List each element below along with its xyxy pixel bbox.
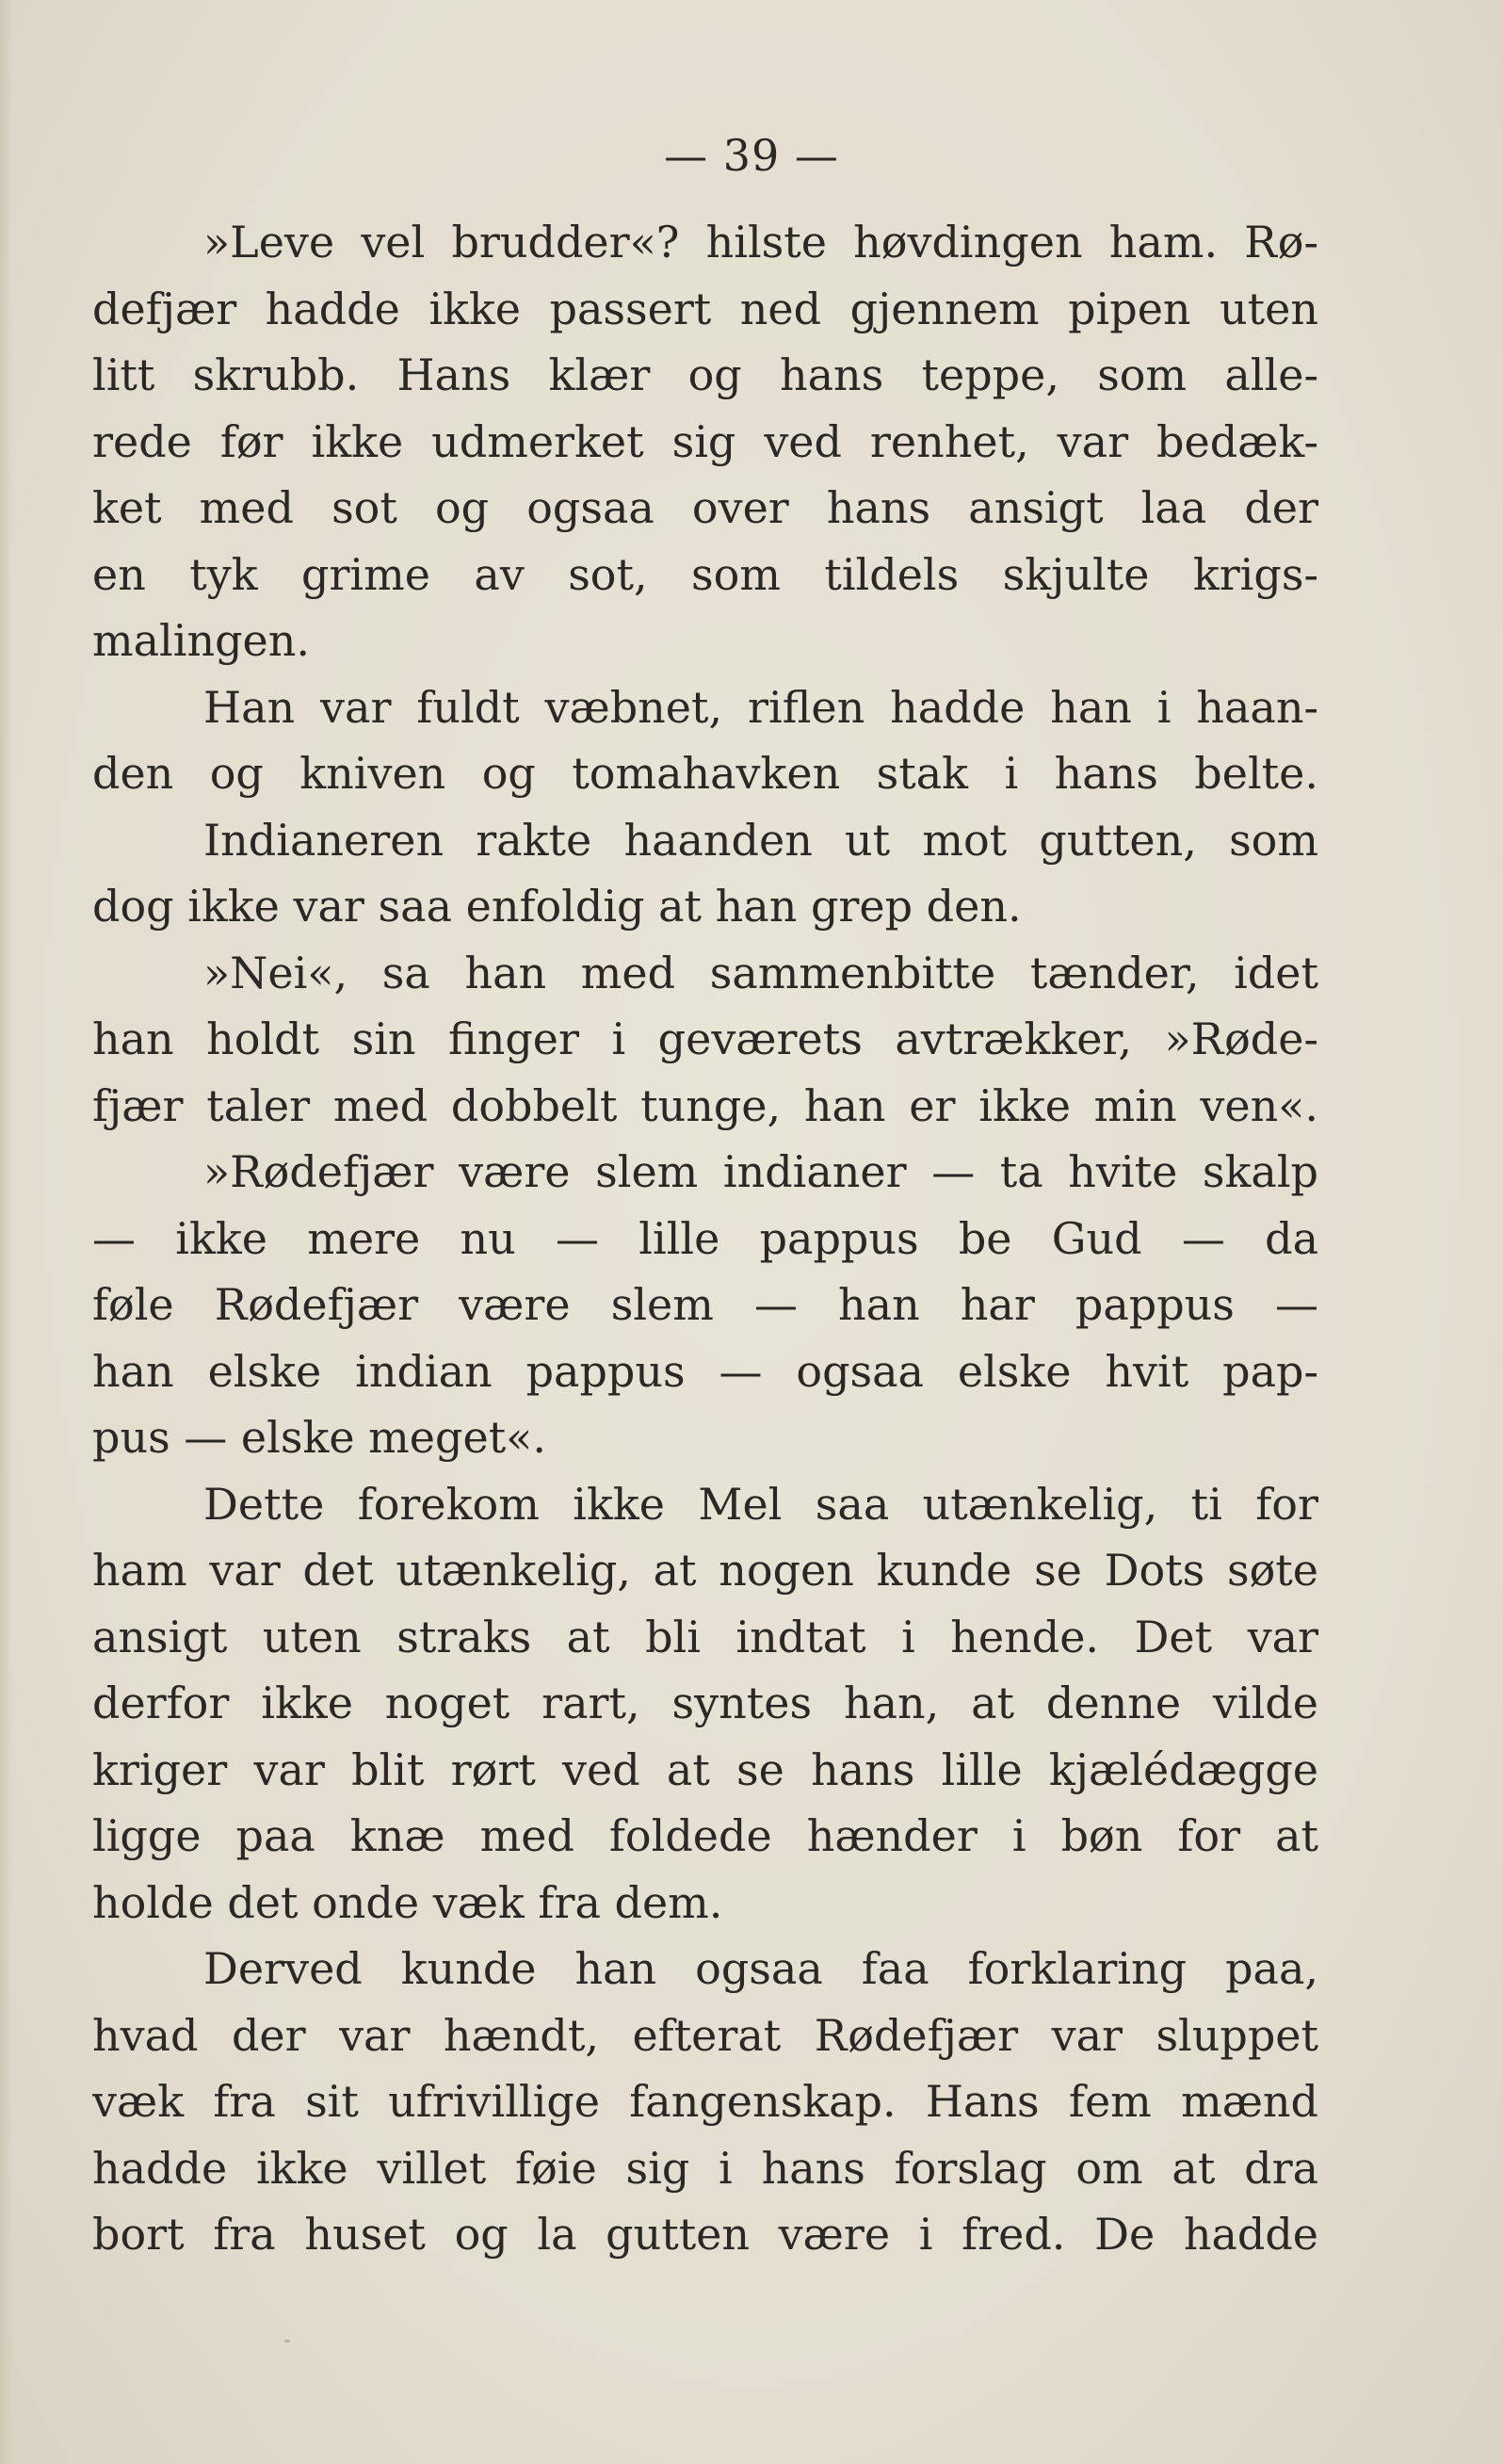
text-line: bort fra huset og la gutten være i fred. De hadde (92, 2209, 1318, 2260)
text-line: »Leve vel brudder«? hilste høvdingen ham. Rø- (203, 217, 1318, 267)
text-line: hadde ikke villet føie sig i hans forslag om at dra (92, 2142, 1318, 2194)
text-line: holde det onde væk fra dem. (92, 1876, 723, 1928)
text-line: Dette forekom ikke Mel saa utænkelig, ti for (203, 1478, 1318, 1530)
text-line: ham var det utænkelig, at nogen kunde se Dots søte (92, 1545, 1318, 1596)
text-line: Indianeren rakte haanden ut mot gutten, som (203, 814, 1318, 866)
text-line: ligge paa knæ med foldede hænder i bøn for at (92, 1810, 1318, 1861)
text-line: Han var fuldt væbnet, riflen hadde han i haan- (203, 681, 1318, 733)
text-line: rede før ikke udmerket sig ved renhet, var bedæk- (92, 415, 1318, 467)
paper-speck (284, 2340, 290, 2342)
text-line: — ikke mere nu — lille pappus be Gud — da (92, 1212, 1318, 1264)
text-line: »Rødefjær være slem indianer — ta hvite skalp (203, 1146, 1318, 1197)
text-line: hvad der var hændt, efterat Rødefjær var sluppet (92, 2009, 1318, 2061)
text-line: defjær hadde ikke passert ned gjennem pipen uten (92, 283, 1318, 334)
text-line: pus — elske meget«. (92, 1412, 546, 1463)
body-text (92, 209, 1318, 2268)
text-line: malingen. (92, 615, 311, 666)
text-line: litt skrubb. Hans klær og hans teppe, som alle- (92, 349, 1318, 400)
text-line: ket med sot og ogsaa over hans ansigt laa der (92, 482, 1318, 533)
text-line: dog ikke var saa enfoldig at han grep den. (92, 881, 1022, 932)
text-line: føle Rødefjær være slem — han har pappus — (92, 1279, 1318, 1330)
text-line: kriger var blit rørt ved at se hans lille kjælédægge (92, 1743, 1318, 1795)
text-line: »Nei«, sa han med sammenbitte tænder, idet (203, 947, 1318, 998)
text-line: væk fra sit ufrivillige fangenskap. Hans fem mænd (92, 2076, 1318, 2127)
text-line: ansigt uten straks at bli indtat i hende. Det var (92, 1611, 1318, 1662)
page-edge-shadow (0, 0, 13, 2464)
text-line: Derved kunde han ogsaa faa forklaring paa, (203, 1943, 1318, 1994)
page-number: — 39 — (664, 130, 839, 181)
text-line: han elske indian pappus — ogsaa elske hvit pap- (92, 1345, 1318, 1397)
text-line: han holdt sin finger i geværets avtrækker, »Røde- (92, 1013, 1318, 1064)
text-line: derfor ikke noget rart, syntes han, at denne vilde (92, 1678, 1318, 1728)
text-line: en tyk grime av sot, som tildels skjulte krigs- (92, 548, 1318, 600)
text-line: den og kniven og tomahavken stak i hans belte. (92, 748, 1318, 799)
text-line: fjær taler med dobbelt tunge, han er ikke min ven«. (92, 1079, 1318, 1131)
